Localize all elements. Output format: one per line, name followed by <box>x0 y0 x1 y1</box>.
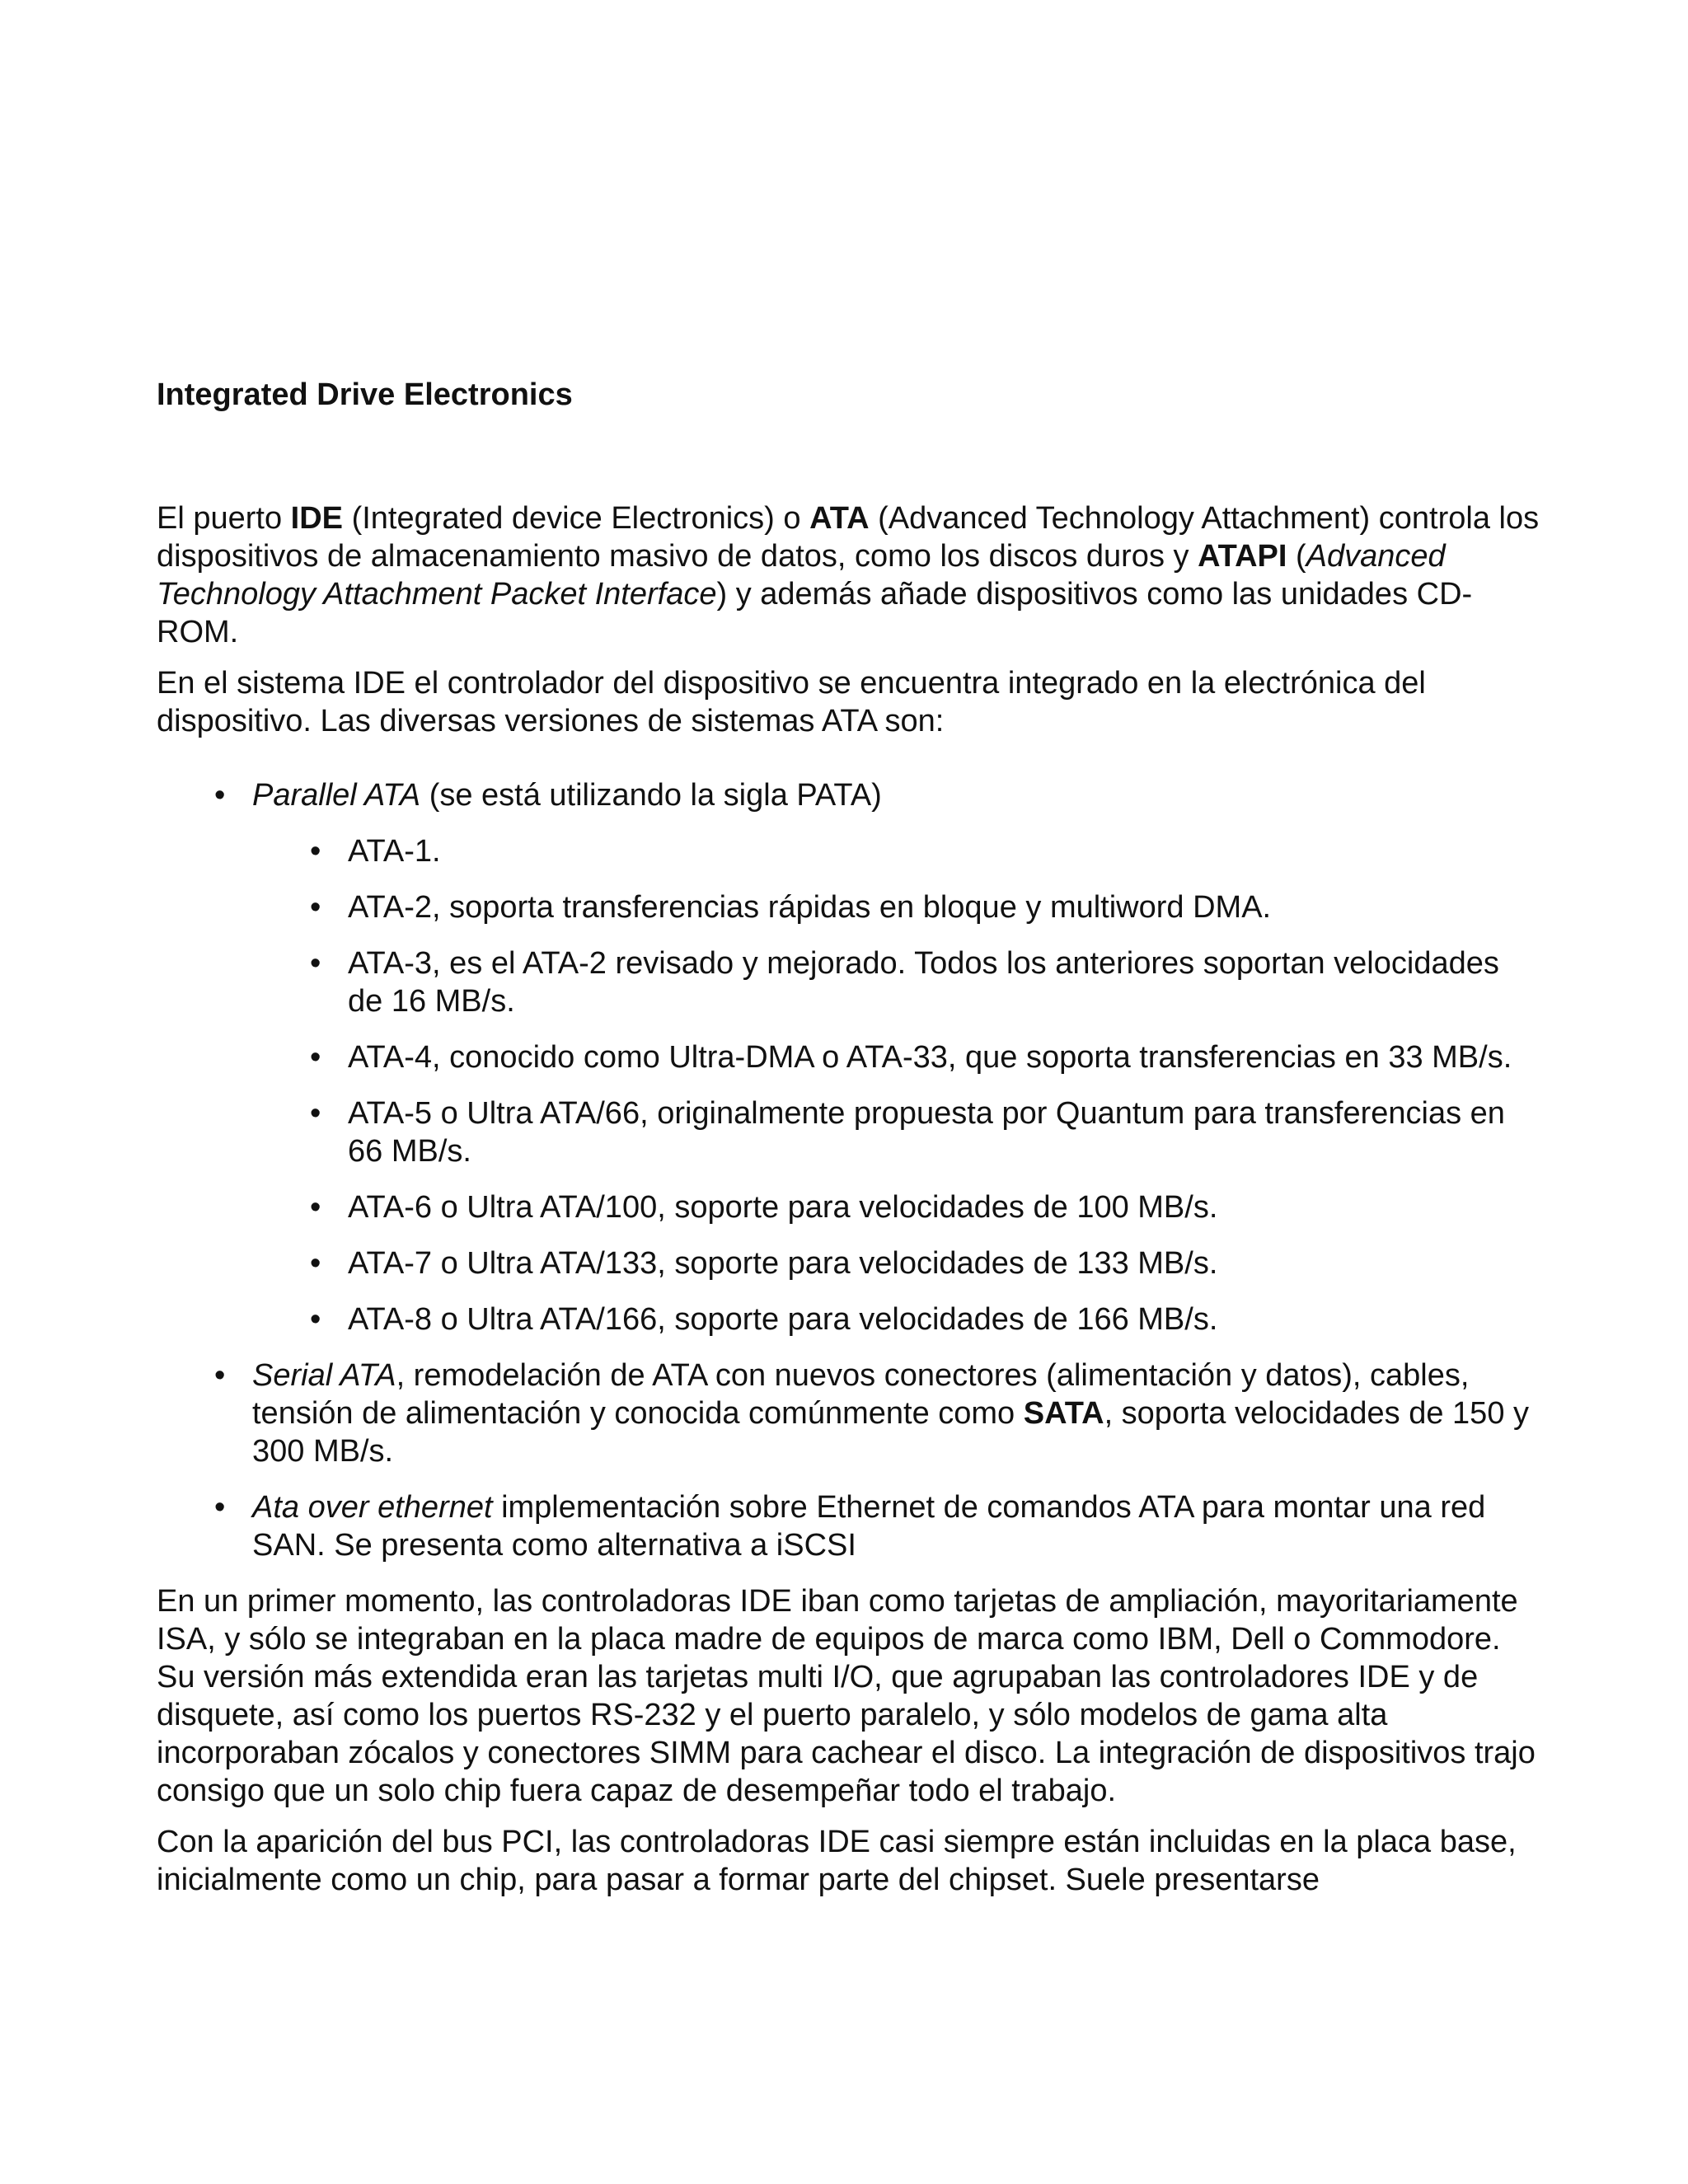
text-run: ( <box>1287 539 1306 574</box>
bullet-icon: • <box>214 778 226 813</box>
paragraph-history: En un primer momento, las controladoras IDE iban como tarjetas de ampliación, mayoritariamente ISA, y sólo se integraban en la placa madre de equipos de marca como IBM, Dell o Commodore. Su versión más extendida eran las tarjetas multi I/O, que agrupaban las controladores IDE y de disquete, así como los puertos RS-232 y el puerto paralelo, y sólo modelos de gama alta incorporaban zócalos y conectores SIMM para cachear el disco. La integración de dispositivos trajo consigo que un solo chip fuera capaz de desempeñar todo el trabajo. <box>157 1584 1536 1808</box>
ata-types-list <box>157 776 1541 1564</box>
text-run: ) y además añade dispositivos como las unidades CD-ROM. <box>157 577 1473 649</box>
document-body <box>157 376 1541 1912</box>
italic-term-parallel-ata: Parallel ATA <box>252 778 421 813</box>
list-item-text: ATA-8 o Ultra ATA/166, soporte para velocidades de 166 MB/s. <box>348 1302 1218 1337</box>
paragraph-ata-versions: En el sistema IDE el controlador del dispositivo se encuentra integrado en la electrónica del dispositivo. Las diversas versiones de sistemas ATA son: <box>157 666 1426 738</box>
bullet-icon: • <box>214 1490 226 1525</box>
list-item-serial-ata <box>157 1357 1541 1470</box>
list-item-parallel-ata <box>157 776 1541 1338</box>
list-item-text: ATA-1. <box>348 834 441 869</box>
bullet-icon: • <box>310 1190 321 1225</box>
list-item <box>252 1094 1541 1170</box>
paragraph-intro <box>157 499 1541 651</box>
list-item <box>252 832 1541 870</box>
list-item <box>252 1038 1541 1076</box>
italic-term-serial-ata: Serial ATA <box>252 1358 396 1393</box>
bold-term-sata: SATA <box>1023 1396 1104 1431</box>
list-item <box>252 1244 1541 1282</box>
bullet-icon: • <box>310 946 321 981</box>
text-run: (Integrated device Electronics) o <box>343 501 810 536</box>
list-item <box>252 944 1541 1020</box>
bullet-icon: • <box>214 1358 226 1393</box>
bold-term-ide: IDE <box>290 501 344 536</box>
bold-term-atapi: ATAPI <box>1198 539 1287 574</box>
list-item-text: ATA-4, conocido como Ultra-DMA o ATA-33, que soporta transferencias en 33 MB/s. <box>348 1040 1512 1075</box>
list-item-text: ATA-3, es el ATA-2 revisado y mejorado. Todos los anteriores soportan velocidades de 16 MB/s. <box>348 946 1499 1019</box>
bullet-icon: • <box>310 1246 321 1281</box>
text-run: (Advanced Technology Attachment) controla los dispositivos de almacenamiento masivo de datos, como los discos duros y <box>157 501 1540 574</box>
bullet-icon: • <box>310 1096 321 1131</box>
bullet-icon: • <box>310 1040 321 1075</box>
italic-term-ata-over-ethernet: Ata over ethernet <box>252 1490 493 1525</box>
list-item-text: ATA-6 o Ultra ATA/100, soporte para velocidades de 100 MB/s. <box>348 1190 1218 1225</box>
list-item <box>252 888 1541 926</box>
bold-term-ata: ATA <box>809 501 870 536</box>
bullet-icon: • <box>310 834 321 869</box>
text-run: , soporta velocidades de 150 y 300 MB/s. <box>252 1396 1530 1469</box>
bullet-icon: • <box>310 890 321 925</box>
list-item-text: ATA-5 o Ultra ATA/66, originalmente propuesta por Quantum para transferencias en 66 MB/s. <box>348 1096 1505 1169</box>
paragraph-pci: Con la aparición del bus PCI, las controladoras IDE casi siempre están incluidas en la placa base, inicialmente como un chip, para pasar a formar parte del chipset. Suele presentarse <box>157 1825 1517 1897</box>
text-run: (se está utilizando la sigla PATA) <box>420 778 882 813</box>
list-item <box>252 1301 1541 1338</box>
list-item-text: ATA-7 o Ultra ATA/133, soporte para velocidades de 133 MB/s. <box>348 1246 1218 1281</box>
text-run: implementación sobre Ethernet de comandos ATA para montar una red SAN. Se presenta como alternativa a iSCSI <box>252 1490 1486 1563</box>
pata-versions-list <box>252 832 1541 1338</box>
section-title: Integrated Drive Electronics <box>157 377 573 412</box>
list-item-text: ATA-2, soporta transferencias rápidas en bloque y multiword DMA. <box>348 890 1272 925</box>
bullet-icon: • <box>310 1302 321 1337</box>
italic-term-atapi-expansion: Advanced Technology Attachment Packet Interface <box>157 539 1446 612</box>
list-item <box>252 1188 1541 1226</box>
list-item-ata-over-ethernet <box>157 1488 1541 1564</box>
text-run: El puerto <box>157 501 291 536</box>
text-run: , remodelación de ATA con nuevos conectores (alimentación y datos), cables, tensión de alimentación y conocida comúnmente como <box>252 1358 1470 1431</box>
